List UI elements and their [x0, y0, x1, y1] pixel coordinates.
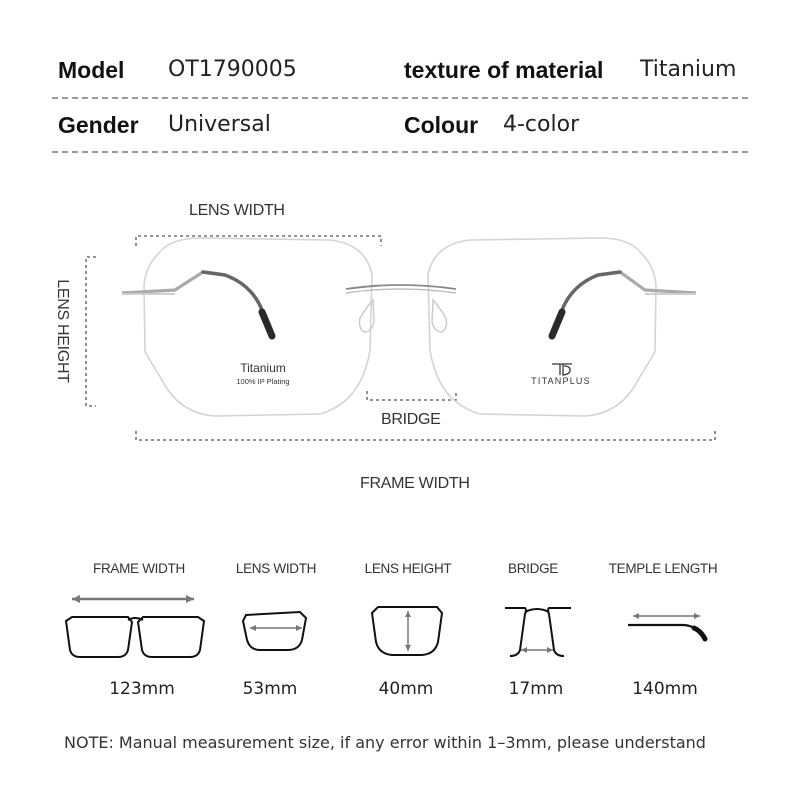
colour-value: 4-color — [503, 112, 580, 137]
bridge-icon — [505, 608, 571, 656]
material-label: texture of material — [404, 57, 604, 83]
material-value: Titanium — [640, 57, 737, 82]
bridge-bracket — [367, 391, 456, 400]
temple-length-icon — [628, 613, 705, 639]
measure-value-lens-width: 53mm — [242, 679, 298, 699]
measure-label-lens-height: LENS HEIGHT — [364, 561, 452, 576]
measure-label-temple-length: TEMPLE LENGTH — [608, 561, 718, 576]
lens-height-icon — [372, 607, 442, 655]
right-lens — [428, 238, 656, 416]
lens-print-line1: Titanium — [240, 361, 286, 375]
model-value: OT1790005 — [168, 57, 297, 82]
model-label: Model — [58, 57, 125, 83]
measure-value-lens-height: 40mm — [378, 679, 434, 699]
measure-label-bridge: BRIDGE — [508, 561, 558, 576]
measure-value-bridge: 17mm — [508, 679, 564, 699]
lens-height-bracket — [86, 257, 96, 406]
nose-pads — [360, 300, 447, 332]
gender-label: Gender — [58, 112, 139, 138]
measure-value-temple-length: 140mm — [632, 679, 698, 699]
bridge-bar — [346, 285, 456, 293]
right-temple — [552, 272, 696, 336]
frame-width-icon — [66, 595, 204, 657]
frame-width-bracket — [136, 431, 715, 440]
lens-width-bracket — [136, 236, 381, 246]
brand-name: TITANPLUS — [531, 376, 591, 386]
bridge-label: BRIDGE — [381, 411, 441, 428]
lens-width-label: LENS WIDTH — [189, 202, 285, 219]
colour-label: Colour — [404, 112, 479, 138]
lens-height-label: LENS HEIGHT — [54, 279, 71, 383]
lens-print-line2: 100% IP Plating — [236, 377, 290, 386]
left-lens — [144, 238, 372, 416]
measure-label-lens-width: LENS WIDTH — [235, 561, 317, 576]
gender-value: Universal — [168, 112, 271, 137]
measurement-note: NOTE: Manual measurement size, if any error within 1–3mm, please understand — [64, 733, 706, 752]
measure-label-frame-width: FRAME WIDTH — [93, 561, 185, 576]
measure-value-frame-width: 123mm — [109, 679, 175, 699]
frame-width-label: FRAME WIDTH — [360, 475, 470, 492]
lens-width-icon — [243, 612, 306, 650]
titanplus-logo-icon — [552, 364, 572, 375]
